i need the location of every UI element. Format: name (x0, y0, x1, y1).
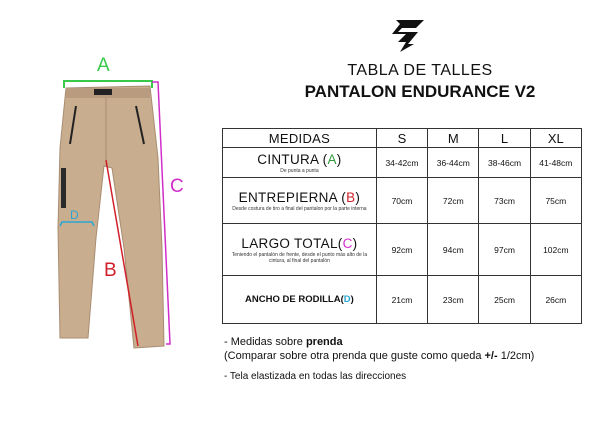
table-row (223, 224, 582, 276)
value-cell: 34-42cm (376, 148, 427, 178)
label-d: D (70, 208, 79, 222)
value-cell: 102cm (530, 224, 581, 276)
row-label-cell (223, 178, 377, 224)
label-b: B (104, 260, 117, 281)
row-label-tail: ) (355, 189, 361, 205)
value-cell: 75cm (530, 178, 581, 224)
brand-logo (388, 18, 430, 54)
value-cell: 73cm (479, 178, 530, 224)
row-key: A (327, 151, 337, 167)
row-label-tail: ) (336, 151, 342, 167)
row-key: C (342, 235, 353, 251)
value-cell: 21cm (376, 276, 427, 324)
page-title: TABLA DE TALLES (347, 62, 493, 79)
value-cell: 70cm (376, 178, 427, 224)
row-label: CINTURA ( (257, 151, 328, 167)
note-text: - Medidas sobre (224, 336, 306, 348)
table-row (223, 178, 582, 224)
value-cell: 38-46cm (479, 148, 530, 178)
header-size-s: S (376, 129, 427, 148)
size-table (222, 128, 582, 324)
row-description: De punta a punta (280, 167, 319, 174)
value-cell: 36-44cm (428, 148, 479, 178)
pants-diagram (40, 48, 220, 358)
header-size-xl: XL (530, 129, 581, 148)
row-description: Teniendo el pantalón de frente, desde el punto más alto de la cintura, al final del pantalón (231, 251, 368, 264)
value-cell: 92cm (376, 224, 427, 276)
row-key: D (343, 294, 351, 305)
value-cell: 97cm (479, 224, 530, 276)
header-measures: MEDIDAS (223, 129, 377, 148)
value-cell: 41-48cm (530, 148, 581, 178)
header-size-l: L (479, 129, 530, 148)
label-a: A (97, 55, 110, 76)
note-garment (224, 336, 343, 348)
row-label-tail: ) (352, 235, 358, 251)
header-size-m: M (428, 129, 479, 148)
note-bold: prenda (305, 336, 343, 348)
value-cell: 26cm (530, 276, 581, 324)
row-label: LARGO TOTAL( (241, 235, 343, 251)
label-c: C (170, 176, 184, 197)
side-logo (61, 168, 66, 208)
row-description: Desde costura de tiro a final del pantalon por la parte interna (232, 205, 367, 212)
row-label-cell (223, 276, 377, 324)
value-cell: 72cm (428, 178, 479, 224)
value-cell: 25cm (479, 276, 530, 324)
table-header-row (223, 129, 582, 148)
value-cell: 23cm (428, 276, 479, 324)
row-label-cell (223, 148, 377, 178)
table-row (223, 276, 582, 324)
note-text: (Comparar sobre otra prenda que guste como queda (224, 350, 485, 362)
row-label-cell (223, 224, 377, 276)
table-row (223, 148, 582, 178)
row-label: ENTREPIERNA ( (238, 189, 347, 205)
row-key: B (346, 189, 356, 205)
note-bold: +/- (484, 350, 498, 362)
value-cell: 94cm (428, 224, 479, 276)
row-label: ANCHO DE RODILLA( (245, 294, 344, 305)
product-name: PANTALON ENDURANCE V2 (304, 82, 536, 101)
note-text: 1/2cm) (497, 350, 535, 362)
note-fabric: - Tela elastizada en todas las direcciones (224, 371, 407, 382)
note-compare (224, 350, 534, 362)
row-label-tail: ) (350, 294, 354, 305)
